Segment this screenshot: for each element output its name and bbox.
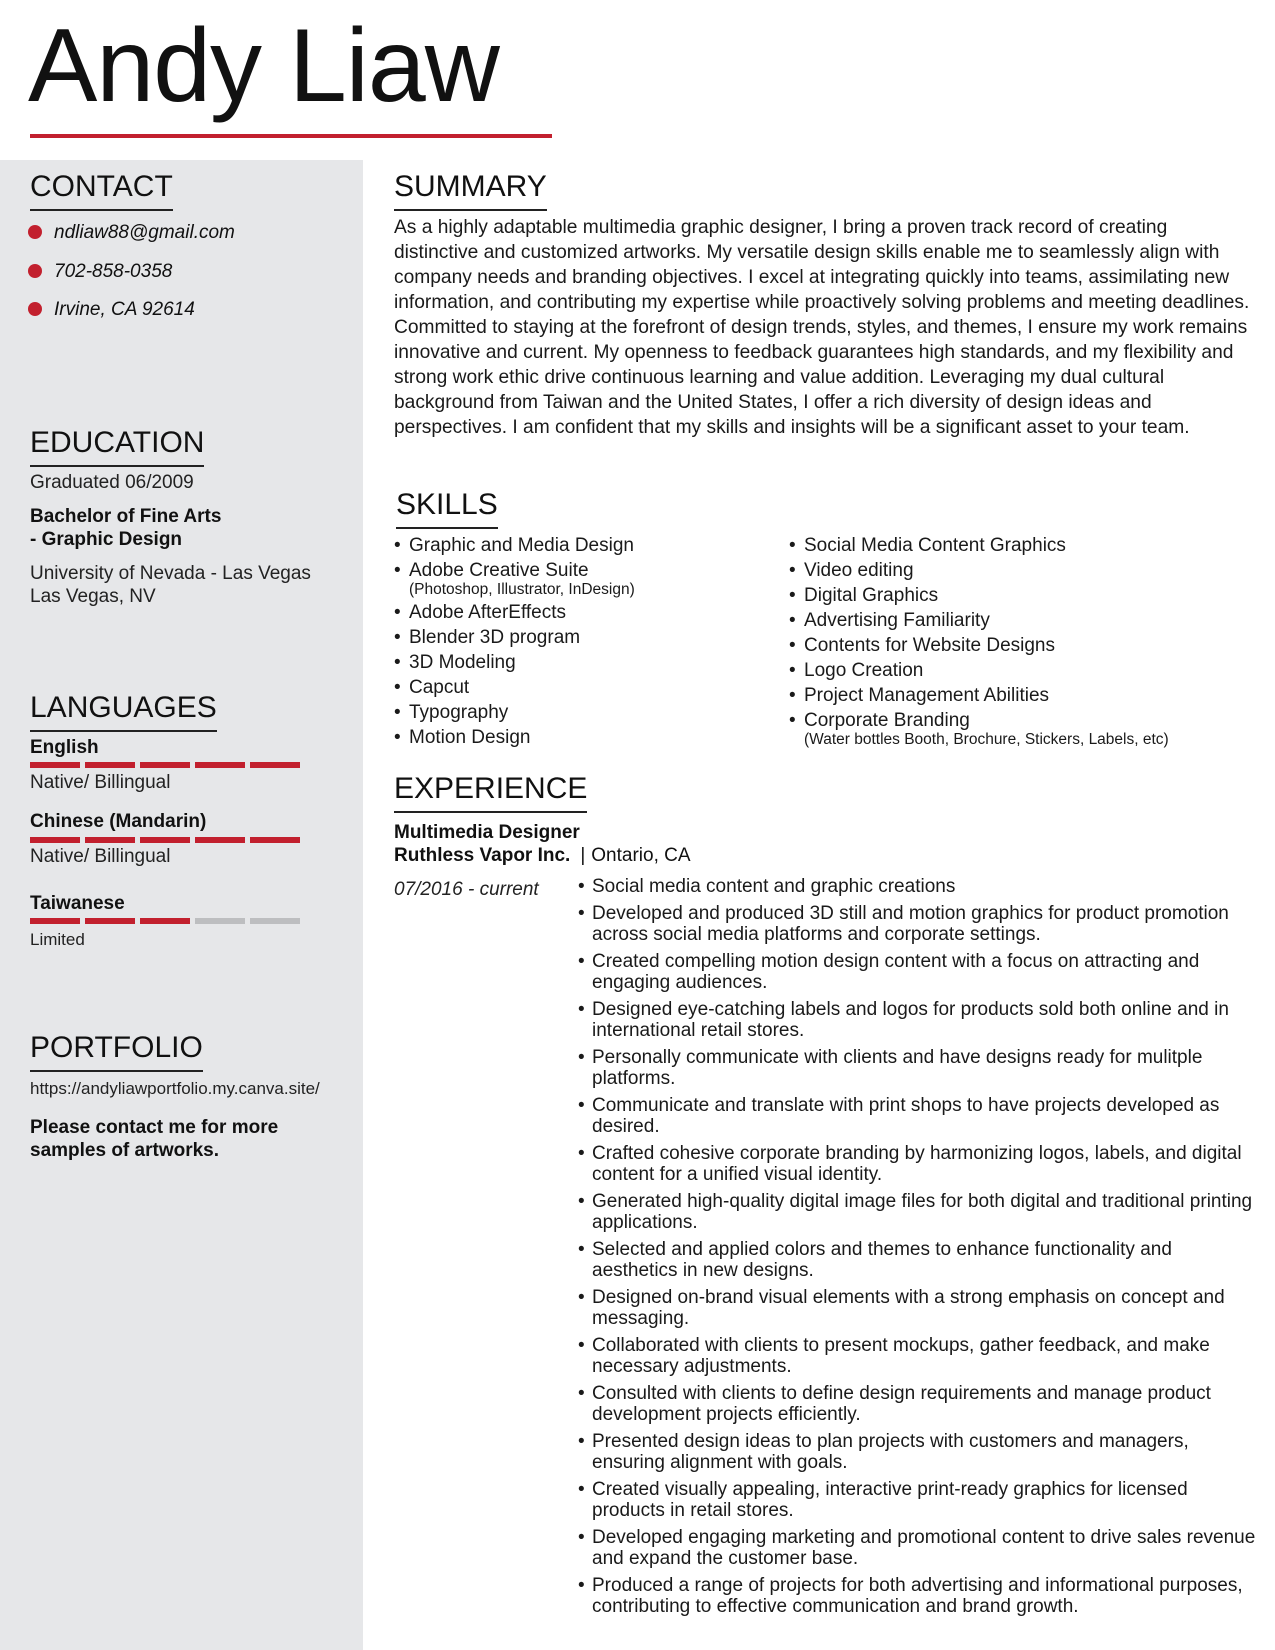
- summary-heading: SUMMARY: [394, 172, 547, 211]
- list-item: • Created compelling motion design content with a focus on attracting and engaging audiences.: [578, 951, 1258, 993]
- list-item: • Communicate and translate with print shops to have projects developed as desired.: [578, 1095, 1258, 1137]
- job-title: Multimedia Designer: [394, 822, 580, 843]
- skill-item: • Typography: [394, 700, 774, 725]
- experience-heading: EXPERIENCE: [394, 774, 587, 813]
- phone-text: 702-858-0358: [54, 261, 173, 282]
- bullet-dot-icon: [28, 264, 42, 278]
- proficiency-segment: [30, 837, 80, 843]
- skill-item: • Contents for Website Designs: [789, 633, 1264, 658]
- contact-phone[interactable]: [28, 261, 172, 283]
- language-name: Taiwanese: [30, 893, 125, 914]
- skill-item: • Project Management Abilities: [789, 683, 1264, 708]
- job-dates: 07/2016 - current: [394, 879, 539, 900]
- skill-item: • Digital Graphics: [789, 583, 1264, 608]
- skill-item: • Capcut: [394, 675, 774, 700]
- proficiency-segment: [195, 837, 245, 843]
- name-underline: [30, 134, 552, 138]
- skill-item: • 3D Modeling: [394, 650, 774, 675]
- bullet-dot-icon: [28, 225, 42, 239]
- list-item: • Developed engaging marketing and promotional content to drive sales revenue and expand the customer base.: [578, 1527, 1258, 1569]
- list-item: • Generated high-quality digital image files for both digital and traditional printing applications.: [578, 1191, 1258, 1233]
- skill-item: • Advertising Familiarity: [789, 608, 1264, 633]
- language-level: Native/ Billingual: [30, 772, 171, 793]
- languages-heading: LANGUAGES: [30, 693, 217, 732]
- list-item: • Created visually appealing, interactive print-ready graphics for licensed products in retail stores.: [578, 1479, 1258, 1521]
- language-proficiency-bar: [30, 918, 300, 924]
- portfolio-link[interactable]: https://andyliawportfolio.my.canva.site/: [30, 1079, 320, 1098]
- proficiency-segment: [30, 762, 80, 768]
- list-item: • Developed and produced 3D still and motion graphics for product promotion across social media platforms and corporate settings.: [578, 903, 1258, 945]
- summary-text: As a highly adaptable multimedia graphic designer, I bring a proven track record of creating distinctive and customized artworks. My versatile design skills enable me to seamlessly align with company needs and branding objectives. I excel at integrating quickly into teams, assimilating new information, and contributing my expertise while proactively solving problems and meeting deadlines. Committed to staying at the forefront of design trends, styles, and themes, I ensure my work remains innovative and current. My openness to feedback guarantees high standards, and my flexibility and strong work ethic drive continuous learning and value addition. Leveraging my dual cultural background from Taiwan and the United States, I offer a rich diversity of design ideas and perspectives. I am confident that my skills and insights will be a significant asset to your team.: [394, 217, 1250, 438]
- skill-item: • Adobe AfterEffects: [394, 600, 774, 625]
- separator: |: [580, 845, 586, 866]
- proficiency-segment: [250, 837, 300, 843]
- skill-item: • Graphic and Media Design: [394, 533, 774, 558]
- education-heading: EDUCATION: [30, 428, 204, 467]
- job-location: Ontario, CA: [591, 845, 691, 866]
- list-item: • Selected and applied colors and themes to enhance functionality and aesthetics in new designs.: [578, 1239, 1258, 1281]
- list-item: • Designed on-brand visual elements with a strong emphasis on concept and messaging.: [578, 1287, 1258, 1329]
- language-proficiency-bar: [30, 837, 300, 843]
- bullet-dot-icon: [28, 302, 42, 316]
- skill-item: • Blender 3D program: [394, 625, 774, 650]
- proficiency-segment-empty: [250, 918, 300, 924]
- school-name: University of Nevada - Las Vegas: [30, 563, 311, 584]
- list-item: • Crafted cohesive corporate branding by harmonizing logos, labels, and digital content for a unified visual identity.: [578, 1143, 1258, 1185]
- skill-note: (Water bottles Booth, Brochure, Stickers, Labels, etc): [804, 731, 1169, 748]
- proficiency-segment: [140, 837, 190, 843]
- skills-list-left: [394, 533, 774, 750]
- language-proficiency-bar: [30, 762, 300, 768]
- portfolio-heading: PORTFOLIO: [30, 1033, 203, 1072]
- skills-list-right: [789, 533, 1264, 750]
- proficiency-segment: [30, 918, 80, 924]
- proficiency-segment: [140, 762, 190, 768]
- list-item: • Collaborated with clients to present mockups, gather feedback, and make necessary adjustments.: [578, 1335, 1258, 1377]
- proficiency-segment: [85, 918, 135, 924]
- skills-heading: SKILLS: [396, 490, 498, 529]
- skill-item: • Motion Design: [394, 725, 774, 750]
- proficiency-segment: [85, 837, 135, 843]
- school-city: Las Vegas, NV: [30, 586, 156, 607]
- language-level: Limited: [30, 930, 85, 949]
- list-item: • Social media content and graphic creations: [578, 876, 1258, 897]
- skill-item: • Adobe Creative Suite (Photoshop, Illustrator, InDesign): [394, 558, 774, 598]
- graduation-date: Graduated 06/2009: [30, 472, 194, 493]
- company-name: Ruthless Vapor Inc.: [394, 845, 571, 866]
- language-name: Chinese (Mandarin): [30, 811, 207, 832]
- skill-item: • Logo Creation: [789, 658, 1264, 683]
- skill-item: • Video editing: [789, 558, 1264, 583]
- list-item: • Designed eye-catching labels and logos for products sold both online and in international retail stores.: [578, 999, 1258, 1041]
- experience-bullets: [578, 876, 1258, 1623]
- proficiency-segment: [140, 918, 190, 924]
- list-item: • Produced a range of projects for both advertising and informational purposes, contributing to effective communication and brand growth.: [578, 1575, 1258, 1617]
- candidate-name: Andy Liaw: [28, 8, 499, 124]
- list-item: • Presented design ideas to plan projects with customers and managers, ensuring alignment with goals.: [578, 1431, 1258, 1473]
- proficiency-segment: [85, 762, 135, 768]
- location-text: Irvine, CA 92614: [54, 299, 195, 320]
- portfolio-note-line-2: samples of artworks.: [30, 1140, 220, 1161]
- proficiency-segment: [195, 762, 245, 768]
- portfolio-note-line-1: Please contact me for more: [30, 1117, 279, 1138]
- proficiency-segment: [250, 762, 300, 768]
- contact-email[interactable]: [28, 222, 235, 244]
- skill-note: (Photoshop, Illustrator, InDesign): [409, 581, 635, 598]
- list-item: • Consulted with clients to define design requirements and manage product development projects efficiently.: [578, 1383, 1258, 1425]
- language-level: Native/ Billingual: [30, 846, 171, 867]
- job-company-line: [394, 845, 691, 867]
- skill-item: • Corporate Branding (Water bottles Booth, Brochure, Stickers, Labels, etc): [789, 708, 1264, 748]
- proficiency-segment-empty: [195, 918, 245, 924]
- skill-item: • Social Media Content Graphics: [789, 533, 1264, 558]
- language-name: English: [30, 737, 99, 758]
- email-text: ndliaw88@gmail.com: [54, 222, 235, 243]
- degree-line-1: Bachelor of Fine Arts: [30, 506, 222, 527]
- contact-heading: CONTACT: [30, 172, 173, 211]
- list-item: • Personally communicate with clients and have designs ready for mulitple platforms.: [578, 1047, 1258, 1089]
- degree-line-2: - Graphic Design: [30, 529, 183, 550]
- contact-location: [28, 299, 195, 321]
